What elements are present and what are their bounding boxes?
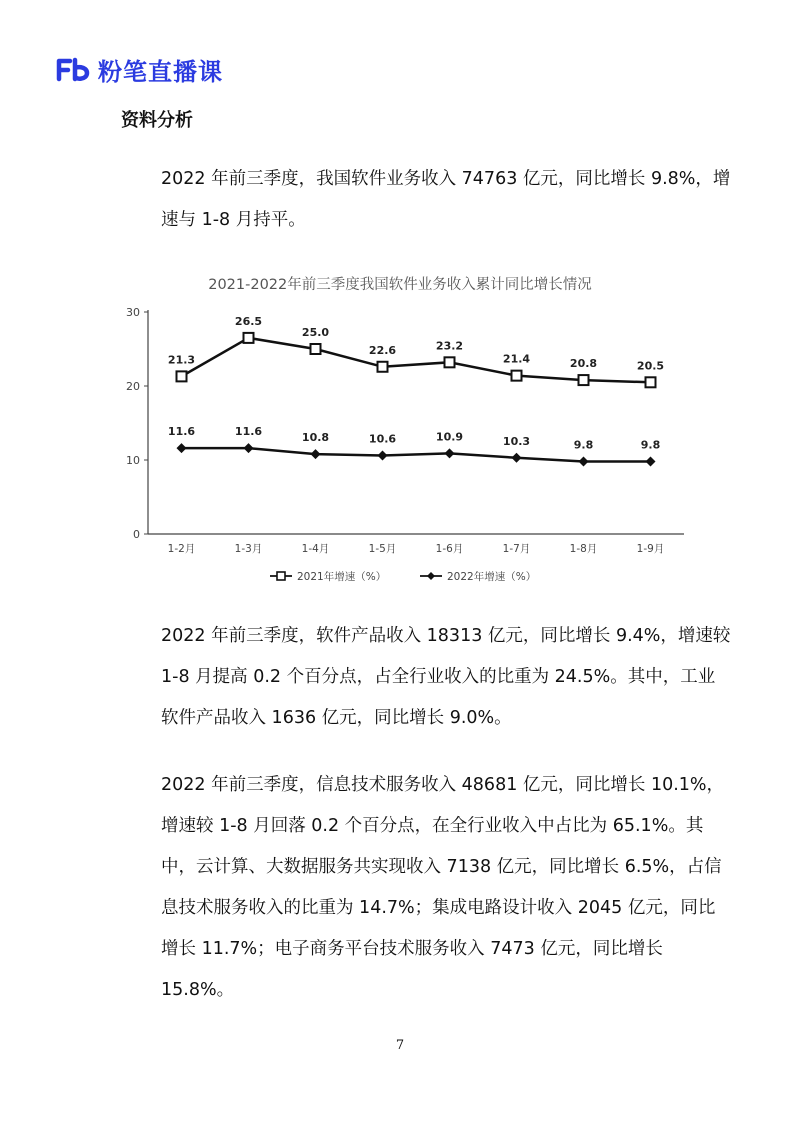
- data-label: 11.6: [167, 425, 196, 439]
- data-label: 9.8: [573, 438, 594, 452]
- data-label: 20.8: [569, 357, 598, 371]
- paragraph-software-revenue: 2022 年前三季度，我国软件业务收入 74763 亿元，同比增长 9.8%，增速与 1-8 月持平。: [161, 169, 731, 230]
- data-label: 10.6: [368, 432, 397, 446]
- data-label: 20.5: [636, 359, 665, 373]
- x-tick-label: 1-2月: [167, 543, 196, 555]
- chart-canvas: [110, 264, 690, 594]
- x-tick-label: 1-4月: [301, 543, 330, 555]
- data-point-2021: [445, 357, 455, 367]
- data-point-2022: [244, 443, 254, 453]
- y-tick-label: 20: [126, 380, 140, 393]
- data-point-2021: [177, 371, 187, 381]
- data-point-2021: [579, 375, 589, 385]
- data-label: 10.8: [301, 431, 330, 445]
- data-label: 10.3: [502, 434, 531, 448]
- x-tick-label: 1-7月: [502, 543, 531, 555]
- x-tick-label: 1-5月: [368, 543, 397, 555]
- paragraph-software-products: 2022 年前三季度，软件产品收入 18313 亿元，同比增长 9.4%，增速较 1-8 月提高 0.2 个百分点，占全行业收入的比重为 24.5%。其中，工业软件产品收入 1636 亿元，同比增长 9.0%。: [161, 626, 731, 728]
- legend-marker-2022: [427, 572, 435, 580]
- x-tick-label: 1-8月: [569, 543, 598, 555]
- growth-line-chart: [110, 264, 690, 594]
- x-tick-label: 1-9月: [636, 543, 665, 555]
- data-point-2022: [177, 443, 187, 453]
- data-point-2021: [311, 344, 321, 354]
- data-label: 21.4: [502, 352, 531, 366]
- y-tick-label: 30: [126, 306, 140, 319]
- data-label: 9.8: [640, 438, 661, 452]
- fb-logo-icon: [56, 57, 90, 83]
- data-label: 10.9: [435, 430, 464, 444]
- paragraph-it-services: 2022 年前三季度，信息技术服务收入 48681 亿元，同比增长 10.1%，增速较 1-8 月回落 0.2 个百分点，在全行业收入中占比为 65.1%。其中，云计算、大数据服务共实现收入 7138 亿元，同比增长 6.5%，占信息技术服务收入的比重为 14.7%；集成电路设计收入 2045 亿元，同比增长 11.7%；电子商务平台技术服务收入 7473 亿元，同比增长 15.8%。: [161, 775, 725, 1000]
- data-point-2021: [646, 377, 656, 387]
- section-title: 资料分析: [121, 110, 193, 131]
- data-label: 22.6: [368, 343, 397, 357]
- data-point-2022: [378, 451, 388, 461]
- data-label: 11.6: [234, 425, 263, 439]
- data-point-2022: [646, 456, 656, 466]
- legend-label-2: 2022年增速（%）: [447, 571, 537, 583]
- data-point-2022: [445, 448, 455, 458]
- data-point-2022: [311, 449, 321, 459]
- y-tick-label: 10: [126, 454, 140, 467]
- data-label: 25.0: [301, 326, 330, 339]
- data-point-2021: [244, 333, 254, 343]
- data-label: 21.3: [167, 353, 196, 367]
- data-point-2022: [512, 453, 522, 463]
- x-tick-label: 1-6月: [435, 543, 464, 555]
- data-point-2021: [512, 371, 522, 381]
- chart-title: 2021-2022年前三季度我国软件业务收入累计同比增长情况: [208, 277, 592, 293]
- x-tick-label: 1-3月: [234, 543, 263, 555]
- data-point-2021: [378, 362, 388, 372]
- data-label: 26.5: [234, 314, 263, 328]
- data-label: 23.2: [435, 339, 464, 353]
- page-number: 7: [395, 1038, 405, 1053]
- legend-label-1: 2021年增速（%）: [297, 571, 387, 583]
- legend-marker-2021: [277, 572, 285, 580]
- y-tick-label: 0: [133, 528, 140, 541]
- brand-name: 粉笔直播课: [98, 58, 223, 86]
- brand-logo: [56, 52, 223, 87]
- data-point-2022: [579, 456, 589, 466]
